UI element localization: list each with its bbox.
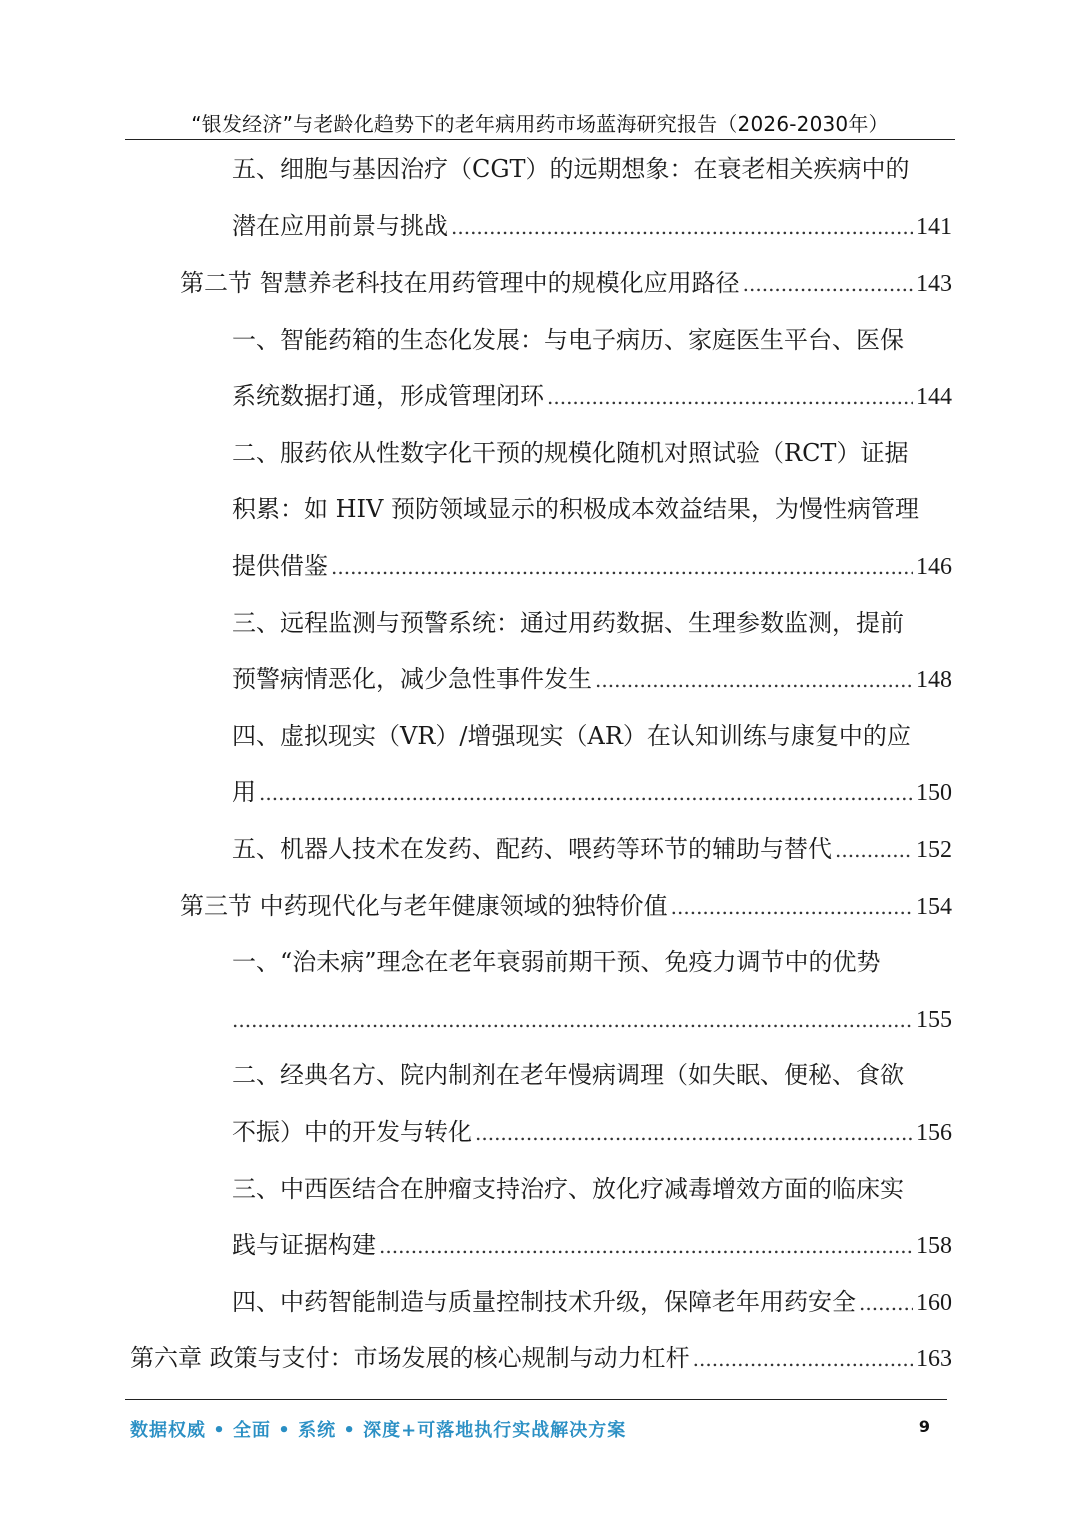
toc-entry-text: 第二节 智慧养老科技在用药管理中的规模化应用路径 xyxy=(180,269,740,297)
toc-entry-text: 不振）中的开发与转化 xyxy=(232,1118,472,1146)
toc-leader-dots xyxy=(451,214,913,238)
toc-page-number: 144 xyxy=(916,384,952,410)
toc-entry[interactable] xyxy=(232,441,952,471)
toc-entry-text: 一、智能药箱的生态化发展：与电子病历、家庭医生平台、医保 xyxy=(232,326,904,354)
toc-entry-text: 预警病情恶化，减少急性事件发生 xyxy=(232,665,592,693)
toc-leader-dots xyxy=(331,554,913,578)
page-number: 9 xyxy=(918,1417,930,1436)
toc-entry-text: 第六章 政策与支付：市场发展的核心规制与动力杠杆 xyxy=(130,1344,690,1372)
toc-page-number: 160 xyxy=(916,1290,952,1316)
toc-entry-text: 五、细胞与基因治疗（CGT）的远期想象：在衰老相关疾病中的 xyxy=(232,155,910,183)
toc-leader-dots xyxy=(259,780,913,804)
footer-divider xyxy=(125,1399,947,1400)
toc-leader-dots xyxy=(595,667,913,691)
toc-entry[interactable] xyxy=(232,667,952,697)
toc-entry-chapter[interactable] xyxy=(130,1346,952,1376)
toc-leader-dots xyxy=(859,1290,913,1314)
toc-entry-text: 二、经典名方、院内制剂在老年慢病调理（如失眠、便秘、食欲 xyxy=(232,1061,904,1089)
toc-page-number: 143 xyxy=(916,271,952,297)
toc-page-number: 141 xyxy=(916,214,952,240)
toc-entry-text: 积累：如 HIV 预防领域显示的积极成本效益结果，为慢性病管理 xyxy=(232,495,919,523)
toc-entry-text: 系统数据打通，形成管理闭环 xyxy=(232,382,544,410)
toc-entry[interactable] xyxy=(232,384,952,414)
toc-entry[interactable] xyxy=(232,1007,952,1037)
toc-entry-text: 践与证据构建 xyxy=(232,1231,376,1259)
toc-entry-text: 二、服药依从性数字化干预的规模化随机对照试验（RCT）证据 xyxy=(232,439,909,467)
toc-entry-text: 潜在应用前景与挑战 xyxy=(232,212,448,240)
toc-page-number: 156 xyxy=(916,1120,952,1146)
toc-entry-section[interactable] xyxy=(180,894,952,924)
toc-entry[interactable] xyxy=(232,837,952,867)
footer-slogan: 数据权威 • 全面 • 系统 • 深度+可落地执行实战解决方案 xyxy=(130,1420,627,1441)
toc-entry[interactable] xyxy=(232,1120,952,1150)
toc-entry[interactable] xyxy=(232,214,952,244)
toc-entry[interactable] xyxy=(232,611,952,641)
toc-page-number: 148 xyxy=(916,667,952,693)
toc-entry[interactable] xyxy=(232,328,952,358)
toc-leader-dots xyxy=(671,894,913,918)
toc-entry-text: 四、虚拟现实（VR）/增强现实（AR）在认知训练与康复中的应 xyxy=(232,722,911,750)
running-header-title: “银发经济”与老龄化趋势下的老年病用药市场蓝海研究报告（2026-2030年） xyxy=(191,112,889,136)
toc-entry[interactable] xyxy=(232,157,952,187)
toc-leader-dots xyxy=(835,837,913,861)
toc-leader-dots xyxy=(743,271,913,295)
toc-page-number: 163 xyxy=(916,1346,952,1372)
toc-entry[interactable] xyxy=(232,1233,952,1263)
toc-entry[interactable] xyxy=(232,497,952,527)
toc-entry-text: 用 xyxy=(232,778,256,806)
toc-entry-text: 五、机器人技术在发药、配药、喂药等环节的辅助与替代 xyxy=(232,835,832,863)
toc-entry[interactable] xyxy=(232,724,952,754)
header-divider xyxy=(125,139,955,140)
toc-entry-text: 三、远程监测与预警系统：通过用药数据、生理参数监测，提前 xyxy=(232,609,904,637)
toc-page-number: 154 xyxy=(916,894,952,920)
toc-entry[interactable] xyxy=(232,950,952,980)
toc-entry[interactable] xyxy=(232,1290,952,1320)
toc-entry-text: 一、“治未病”理念在老年衰弱前期干预、免疫力调节中的优势 xyxy=(232,948,881,976)
toc-leader-dots xyxy=(547,384,913,408)
toc-page-number: 146 xyxy=(916,554,952,580)
toc-entry[interactable] xyxy=(232,780,952,810)
toc-entry-text: 第三节 中药现代化与老年健康领域的独特价值 xyxy=(180,892,668,920)
toc-page-number: 155 xyxy=(916,1007,952,1033)
toc-entry[interactable] xyxy=(232,1177,952,1207)
toc-leader-dots xyxy=(693,1346,913,1370)
toc-leader-dots xyxy=(379,1233,913,1257)
toc-page-number: 152 xyxy=(916,837,952,863)
toc-entry-text: 四、中药智能制造与质量控制技术升级，保障老年用药安全 xyxy=(232,1288,856,1316)
toc-entry-text: 三、中西医结合在肿瘤支持治疗、放化疗减毒增效方面的临床实 xyxy=(232,1175,904,1203)
toc-leader-dots xyxy=(475,1120,913,1144)
toc-leader-dots xyxy=(232,1007,913,1031)
toc-entry[interactable] xyxy=(232,554,952,584)
toc-entry[interactable] xyxy=(232,1063,952,1093)
toc-entry-text: 提供借鉴 xyxy=(232,552,328,580)
toc-entry-section[interactable] xyxy=(180,271,952,301)
toc-page-number: 150 xyxy=(916,780,952,806)
toc-page-number: 158 xyxy=(916,1233,952,1259)
